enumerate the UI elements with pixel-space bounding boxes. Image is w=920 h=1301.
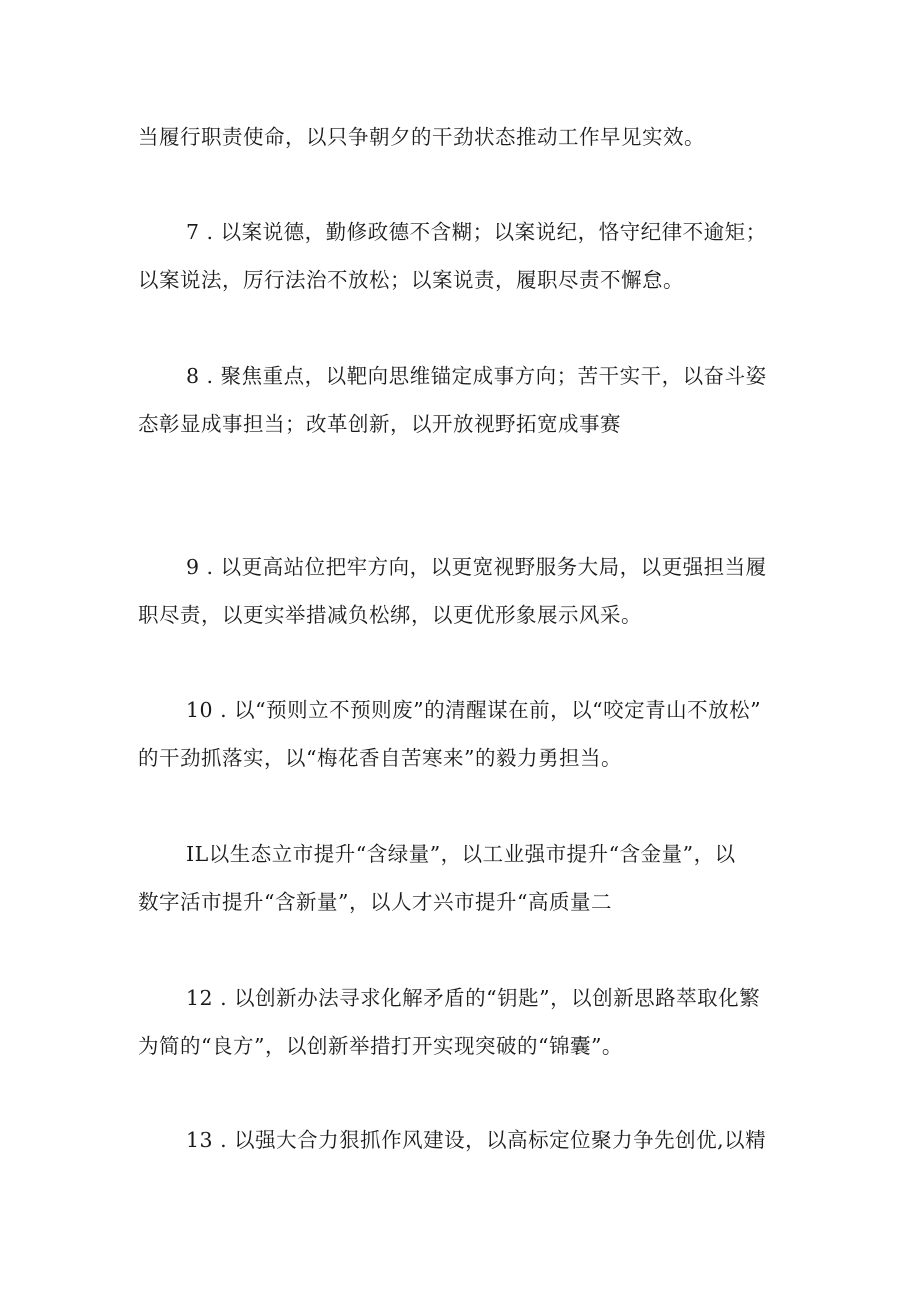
paragraph-line: 为简的“良方”，以创新举措打开实现突破的“锦囊”。 <box>138 1034 623 1058</box>
paragraph-line: 9 . 以更高站位把牢方向，以更宽视野服务大局，以更强担当履 <box>186 555 767 579</box>
paragraph-line: 13 . 以强大合力狠抓作风建设，以高标定位聚力争先创优,以精 <box>186 1128 767 1152</box>
paragraph-line: 7 . 以案说德，勤修政德不含糊；以案说纪，恪守纪律不逾矩； <box>186 220 767 244</box>
paragraph-line: 数字活市提升“含新量”，以人才兴市提升“高质量二 <box>138 890 612 914</box>
paragraph-line: 12 . 以创新办法寻求化解矛盾的“钥匙”，以创新思路萃取化繁 <box>186 986 761 1010</box>
paragraph-line: 8 . 聚焦重点，以靶向思维锚定成事方向；苦干实干，以奋斗姿 <box>186 364 767 388</box>
paragraph-line: 的干劲抓落实，以“梅花香自苦寒来”的毅力勇担当。 <box>138 746 622 770</box>
paragraph-line: 以案说法，厉行法治不放松；以案说责，履职尽责不懈怠。 <box>138 268 684 292</box>
paragraph-line: IL以生态立市提升“含绿量”，以工业强市提升“含金量”，以 <box>186 842 736 866</box>
paragraph-line: 职尽责，以更实举措减负松绑，以更优形象展示风采。 <box>138 603 642 627</box>
paragraph-line: 态彰显成事担当；改革创新，以开放视野拓宽成事赛 <box>138 412 621 436</box>
paragraph-line: 当履行职责使命，以只争朝夕的干劲状态推动工作早见实效。 <box>138 125 705 149</box>
paragraph-line: 10 . 以“预则立不预则废”的清醒谋在前，以“咬定青山不放松” <box>186 698 762 722</box>
